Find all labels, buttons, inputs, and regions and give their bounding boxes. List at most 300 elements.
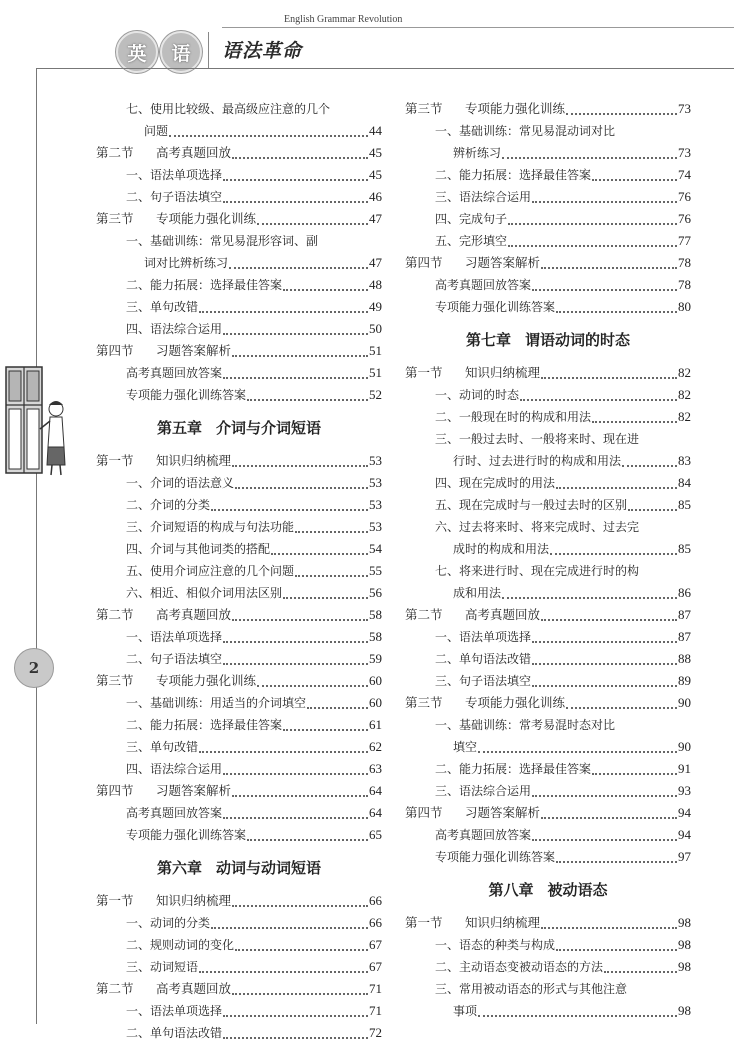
toc-entry-row xyxy=(96,1022,382,1044)
entry-title: 四、完成句子 xyxy=(435,212,508,226)
entry-page-number: 58 xyxy=(369,629,382,644)
entry-title: 六、过去将来时、将来完成时、过去完 xyxy=(435,520,640,534)
entry-page-number: 78 xyxy=(678,255,691,270)
leader-dots xyxy=(592,420,677,423)
entry-page-number: 71 xyxy=(369,1003,382,1018)
chapter-title: 谓语动词的时态 xyxy=(525,331,631,349)
leader-dots xyxy=(541,618,677,621)
toc-entry-row xyxy=(96,362,382,384)
toc-entry-row xyxy=(96,230,382,252)
toc-entry-row xyxy=(96,956,382,978)
leader-dots xyxy=(271,552,368,555)
entry-title: 成和用法 xyxy=(453,586,502,600)
entry-title: 五、现在完成时与一般过去时的区别 xyxy=(435,498,628,512)
entry-page-number: 50 xyxy=(369,321,382,336)
section-label: 第一节 xyxy=(405,915,443,930)
entry-title: 专项能力强化训练 xyxy=(156,211,257,226)
entry-title: 高考真题回放 xyxy=(156,145,232,160)
entry-page-number: 60 xyxy=(369,673,382,688)
entry-title: 四、语法综合运用 xyxy=(126,322,223,336)
entry-page-number: 78 xyxy=(678,277,691,292)
leader-dots xyxy=(235,948,368,951)
leader-dots xyxy=(211,508,368,511)
chapter-title: 介词与介词短语 xyxy=(216,419,322,437)
leader-dots xyxy=(502,156,677,159)
toc-entry-row xyxy=(405,538,691,560)
section-label: 第三节 xyxy=(96,673,134,688)
toc-chapter-heading xyxy=(96,846,382,890)
header-divider xyxy=(208,32,209,68)
entry-page-number: 89 xyxy=(678,673,691,688)
entry-title: 三、单句改错 xyxy=(126,740,199,754)
entry-title: 二、能力拓展：选择最佳答案 xyxy=(435,168,592,182)
entry-page-number: 98 xyxy=(678,1003,691,1018)
section-label: 第三节 xyxy=(96,211,134,226)
header-circle-ying: 英 xyxy=(116,31,158,73)
entry-page-number: 71 xyxy=(369,981,382,996)
entry-page-number: 53 xyxy=(369,497,382,512)
leader-dots xyxy=(223,376,368,379)
leader-dots xyxy=(199,310,368,313)
entry-page-number: 47 xyxy=(369,255,382,270)
leader-dots xyxy=(232,794,368,797)
entry-page-number: 86 xyxy=(678,585,691,600)
entry-page-number: 44 xyxy=(369,123,382,138)
toc-entry-row xyxy=(405,142,691,164)
entry-title: 二、主动语态变被动语态的方法 xyxy=(435,960,604,974)
toc-entry-row xyxy=(405,296,691,318)
toc-entry-row xyxy=(405,714,691,736)
entry-title: 二、能力拓展：选择最佳答案 xyxy=(435,762,592,776)
toc-entry-row xyxy=(96,692,382,714)
entry-page-number: 62 xyxy=(369,739,382,754)
entry-title: 三、句子语法填空 xyxy=(435,674,532,688)
toc-section-row xyxy=(96,208,382,230)
entry-title: 二、一般现在时的构成和用法 xyxy=(435,410,592,424)
entry-title: 二、单句语法改错 xyxy=(435,652,532,666)
toc-entry-row xyxy=(96,736,382,758)
toc-section-row xyxy=(405,604,691,626)
leader-dots xyxy=(257,684,368,687)
entry-title: 填空 xyxy=(453,740,478,754)
section-label: 第一节 xyxy=(96,453,134,468)
toc-section-row xyxy=(96,340,382,362)
entry-page-number: 80 xyxy=(678,299,691,314)
entry-title: 一、语法单项选择 xyxy=(126,1004,223,1018)
entry-title: 四、现在完成时的用法 xyxy=(435,476,556,490)
toc-entry-row xyxy=(405,846,691,868)
toc-entry-row xyxy=(405,670,691,692)
leader-dots xyxy=(478,1014,677,1017)
entry-title: 五、完形填空 xyxy=(435,234,508,248)
entry-page-number: 45 xyxy=(369,145,382,160)
toc-entry-row xyxy=(405,274,691,296)
entry-page-number: 98 xyxy=(678,959,691,974)
entry-title: 二、能力拓展：选择最佳答案 xyxy=(126,718,283,732)
toc-section-row xyxy=(405,362,691,384)
entry-page-number: 93 xyxy=(678,783,691,798)
entry-title: 知识归纳梳理 xyxy=(465,915,541,930)
toc-entry-row xyxy=(96,274,382,296)
toc-section-row xyxy=(405,98,691,120)
leader-dots xyxy=(283,728,368,731)
entry-page-number: 82 xyxy=(678,409,691,424)
leader-dots xyxy=(566,112,677,115)
section-label: 第三节 xyxy=(405,695,443,710)
leader-dots xyxy=(532,794,677,797)
entry-page-number: 85 xyxy=(678,541,691,556)
leader-dots xyxy=(556,860,677,863)
leader-dots xyxy=(550,552,677,555)
entry-title: 问题 xyxy=(144,124,169,138)
entry-title: 高考真题回放 xyxy=(156,607,232,622)
entry-title: 一、基础训练：用适当的介词填空 xyxy=(126,696,307,710)
entry-title: 高考真题回放 xyxy=(156,981,232,996)
entry-page-number: 45 xyxy=(369,167,382,182)
entry-title: 二、规则动词的变化 xyxy=(126,938,235,952)
entry-page-number: 82 xyxy=(678,365,691,380)
leader-dots xyxy=(229,266,368,269)
section-label: 第三节 xyxy=(405,101,443,116)
entry-page-number: 84 xyxy=(678,475,691,490)
toc-section-row xyxy=(96,780,382,802)
entry-title: 习题答案解析 xyxy=(156,783,232,798)
toc-entry-row xyxy=(405,164,691,186)
toc-section-row xyxy=(405,802,691,824)
header-english-title: English Grammar Revolution xyxy=(284,14,403,25)
toc-entry-row xyxy=(96,516,382,538)
entry-title: 高考真题回放答案 xyxy=(126,806,223,820)
entry-title: 三、动词短语 xyxy=(126,960,199,974)
entry-title: 习题答案解析 xyxy=(156,343,232,358)
entry-title: 四、介词与其他词类的搭配 xyxy=(126,542,271,556)
toc-section-row xyxy=(96,142,382,164)
entry-title: 高考真题回放答案 xyxy=(435,828,532,842)
entry-page-number: 76 xyxy=(678,189,691,204)
toc-section-row xyxy=(96,450,382,472)
leader-dots xyxy=(295,530,368,533)
entry-page-number: 66 xyxy=(369,915,382,930)
leader-dots xyxy=(604,970,677,973)
entry-page-number: 55 xyxy=(369,563,382,578)
entry-title: 专项能力强化训练答案 xyxy=(435,300,556,314)
section-label: 第四节 xyxy=(96,783,134,798)
toc-section-row xyxy=(405,252,691,274)
entry-title: 高考真题回放 xyxy=(465,607,541,622)
entry-page-number: 87 xyxy=(678,607,691,622)
entry-page-number: 83 xyxy=(678,453,691,468)
section-label: 第四节 xyxy=(405,805,443,820)
entry-page-number: 51 xyxy=(369,365,382,380)
section-label: 第一节 xyxy=(96,893,134,908)
entry-title: 三、语法综合运用 xyxy=(435,784,532,798)
entry-page-number: 58 xyxy=(369,607,382,622)
toc-entry-row xyxy=(96,164,382,186)
leader-dots xyxy=(508,244,677,247)
entry-title: 知识归纳梳理 xyxy=(465,365,541,380)
entry-title: 一、语法单项选择 xyxy=(435,630,532,644)
toc-entry-row xyxy=(405,582,691,604)
leader-dots xyxy=(592,772,677,775)
entry-title: 辨析练习 xyxy=(453,146,502,160)
toc-entry-row xyxy=(405,758,691,780)
entry-title: 行时、过去进行时的构成和用法 xyxy=(453,454,622,468)
entry-title: 高考真题回放答案 xyxy=(126,366,223,380)
entry-page-number: 65 xyxy=(369,827,382,842)
toc-entry-row xyxy=(96,824,382,846)
entry-title: 专项能力强化训练 xyxy=(465,101,566,116)
toc-entry-row xyxy=(96,648,382,670)
toc-section-row xyxy=(96,978,382,1000)
toc-entry-row xyxy=(405,428,691,450)
entry-title: 三、单句改错 xyxy=(126,300,199,314)
entry-page-number: 77 xyxy=(678,233,691,248)
leader-dots xyxy=(508,222,677,225)
leader-dots xyxy=(223,640,368,643)
leader-dots xyxy=(541,266,677,269)
entry-title: 二、介词的分类 xyxy=(126,498,211,512)
toc-entry-row xyxy=(96,318,382,340)
entry-page-number: 73 xyxy=(678,101,691,116)
entry-title: 一、语态的种类与构成 xyxy=(435,938,556,952)
section-label: 第二节 xyxy=(96,981,134,996)
entry-title: 三、一般过去时、一般将来时、现在进 xyxy=(435,432,640,446)
entry-page-number: 53 xyxy=(369,453,382,468)
leader-dots xyxy=(541,926,677,929)
toc-entry-row xyxy=(405,956,691,978)
entry-title: 事项 xyxy=(453,1004,478,1018)
leader-dots xyxy=(223,178,368,181)
toc-section-row xyxy=(405,692,691,714)
entry-title: 词对比辨析练习 xyxy=(144,256,229,270)
entry-title: 七、将来进行时、现在完成进行时的构 xyxy=(435,564,640,578)
left-margin-rule xyxy=(36,68,37,1024)
entry-title: 一、基础训练：常见易混形容词、副 xyxy=(126,234,319,248)
leader-dots xyxy=(232,904,368,907)
entry-title: 一、基础训练：常考易混时态对比 xyxy=(435,718,616,732)
leader-dots xyxy=(283,596,368,599)
leader-dots xyxy=(232,992,368,995)
toc-entry-row xyxy=(96,560,382,582)
leader-dots xyxy=(532,288,677,291)
toc-chapter-heading xyxy=(405,868,691,912)
toc-entry-row xyxy=(405,1000,691,1022)
entry-title: 二、句子语法填空 xyxy=(126,190,223,204)
leader-dots xyxy=(295,574,368,577)
entry-title: 四、语法综合运用 xyxy=(126,762,223,776)
toc-entry-row xyxy=(96,934,382,956)
entry-page-number: 51 xyxy=(369,343,382,358)
entry-title: 一、动词的分类 xyxy=(126,916,211,930)
toc-entry-row xyxy=(405,824,691,846)
toc-entry-row xyxy=(405,516,691,538)
entry-page-number: 52 xyxy=(369,387,382,402)
leader-dots xyxy=(247,398,368,401)
toc-chapter-heading xyxy=(405,318,691,362)
entry-title: 一、基础训练：常见易混动词对比 xyxy=(435,124,616,138)
entry-page-number: 87 xyxy=(678,629,691,644)
entry-page-number: 61 xyxy=(369,717,382,732)
entry-title: 一、介词的语法意义 xyxy=(126,476,235,490)
toc-entry-row xyxy=(96,538,382,560)
leader-dots xyxy=(232,464,368,467)
leader-dots xyxy=(232,156,368,159)
entry-page-number: 91 xyxy=(678,761,691,776)
leader-dots xyxy=(169,134,368,137)
leader-dots xyxy=(556,310,677,313)
leader-dots xyxy=(257,222,368,225)
toc-entry-row xyxy=(96,912,382,934)
leader-dots xyxy=(223,332,368,335)
chapter-label: 第八章 xyxy=(488,881,534,899)
entry-page-number: 54 xyxy=(369,541,382,556)
leader-dots xyxy=(199,750,368,753)
entry-page-number: 88 xyxy=(678,651,691,666)
leader-dots xyxy=(235,486,368,489)
entry-title: 五、使用介词应注意的几个问题 xyxy=(126,564,295,578)
section-label: 第二节 xyxy=(96,145,134,160)
leader-dots xyxy=(541,376,677,379)
entry-title: 三、介词短语的构成与句法功能 xyxy=(126,520,295,534)
leader-dots xyxy=(232,354,368,357)
leader-dots xyxy=(232,618,368,621)
leader-dots xyxy=(211,926,368,929)
entry-page-number: 60 xyxy=(369,695,382,710)
header-title: 语法革命 xyxy=(222,40,303,62)
entry-page-number: 49 xyxy=(369,299,382,314)
toc-entry-row xyxy=(96,384,382,406)
toc-entry-row xyxy=(405,120,691,142)
entry-title: 二、句子语法填空 xyxy=(126,652,223,666)
toc-entry-row xyxy=(405,450,691,472)
entry-title: 六、相近、相似介词用法区别 xyxy=(126,586,283,600)
leader-dots xyxy=(592,178,677,181)
entry-page-number: 90 xyxy=(678,739,691,754)
entry-page-number: 82 xyxy=(678,387,691,402)
leader-dots xyxy=(628,508,677,511)
leader-dots xyxy=(247,838,368,841)
leader-dots xyxy=(532,662,677,665)
entry-page-number: 67 xyxy=(369,959,382,974)
toc-entry-row xyxy=(96,626,382,648)
toc-entry-row xyxy=(405,978,691,1000)
entry-page-number: 63 xyxy=(369,761,382,776)
door-woman-illustration-icon xyxy=(0,365,72,477)
header-top-rule xyxy=(222,27,734,28)
toc-entry-row xyxy=(96,186,382,208)
toc-entry-row xyxy=(405,494,691,516)
leader-dots xyxy=(556,948,677,951)
leader-dots xyxy=(532,200,677,203)
toc-entry-row xyxy=(405,186,691,208)
entry-page-number: 46 xyxy=(369,189,382,204)
header-rule xyxy=(36,68,734,69)
entry-page-number: 94 xyxy=(678,827,691,842)
section-label: 第四节 xyxy=(96,343,134,358)
entry-page-number: 64 xyxy=(369,805,382,820)
entry-page-number: 72 xyxy=(369,1025,382,1040)
leader-dots xyxy=(223,662,368,665)
entry-title: 成时的构成和用法 xyxy=(453,542,550,556)
toc-entry-row xyxy=(96,758,382,780)
leader-dots xyxy=(556,486,677,489)
header-circle-yu: 语 xyxy=(160,31,202,73)
toc-entry-row xyxy=(96,714,382,736)
toc-entry-row xyxy=(405,472,691,494)
chapter-label: 第六章 xyxy=(156,859,202,877)
leader-dots xyxy=(478,750,677,753)
entry-page-number: 90 xyxy=(678,695,691,710)
entry-title: 专项能力强化训练答案 xyxy=(126,828,247,842)
leader-dots xyxy=(622,464,677,467)
entry-page-number: 73 xyxy=(678,145,691,160)
toc-entry-row xyxy=(405,560,691,582)
chapter-title: 被动语态 xyxy=(547,881,608,899)
leader-dots xyxy=(283,288,368,291)
entry-title: 高考真题回放答案 xyxy=(435,278,532,292)
toc-entry-row xyxy=(405,780,691,802)
toc-entry-row xyxy=(96,252,382,274)
entry-page-number: 59 xyxy=(369,651,382,666)
toc-entry-row xyxy=(96,98,382,120)
entry-title: 一、语法单项选择 xyxy=(126,630,223,644)
entry-title: 一、语法单项选择 xyxy=(126,168,223,182)
toc-left-column xyxy=(96,98,382,1044)
leader-dots xyxy=(223,772,368,775)
toc-entry-row xyxy=(405,648,691,670)
leader-dots xyxy=(199,970,368,973)
section-label: 第二节 xyxy=(96,607,134,622)
leader-dots xyxy=(223,1014,368,1017)
entry-page-number: 66 xyxy=(369,893,382,908)
toc-right-column xyxy=(405,98,691,1022)
entry-title: 二、单句语法改错 xyxy=(126,1026,223,1040)
chapter-title: 动词与动词短语 xyxy=(216,859,322,877)
entry-title: 专项能力强化训练答案 xyxy=(435,850,556,864)
toc-section-row xyxy=(96,604,382,626)
toc-entry-row xyxy=(405,384,691,406)
entry-page-number: 76 xyxy=(678,211,691,226)
section-label: 第四节 xyxy=(405,255,443,270)
entry-page-number: 94 xyxy=(678,805,691,820)
leader-dots xyxy=(520,398,677,401)
entry-title: 三、语法综合运用 xyxy=(435,190,532,204)
entry-title: 专项能力强化训练 xyxy=(465,695,566,710)
toc-entry-row xyxy=(405,626,691,648)
entry-title: 专项能力强化训练答案 xyxy=(126,388,247,402)
toc-entry-row xyxy=(405,208,691,230)
entry-title: 知识归纳梳理 xyxy=(156,453,232,468)
toc-entry-row xyxy=(96,472,382,494)
toc-entry-row xyxy=(96,120,382,142)
toc-entry-row xyxy=(96,582,382,604)
leader-dots xyxy=(532,838,677,841)
leader-dots xyxy=(223,816,368,819)
leader-dots xyxy=(532,684,677,687)
entry-title: 习题答案解析 xyxy=(465,255,541,270)
leader-dots xyxy=(307,706,368,709)
toc-entry-row xyxy=(405,934,691,956)
entry-page-number: 53 xyxy=(369,519,382,534)
entry-page-number: 98 xyxy=(678,937,691,952)
section-label: 第二节 xyxy=(405,607,443,622)
entry-title: 七、使用比较级、最高级应注意的几个 xyxy=(126,102,331,116)
entry-title: 一、动词的时态 xyxy=(435,388,520,402)
toc-entry-row xyxy=(405,736,691,758)
leader-dots xyxy=(223,1036,368,1039)
toc-entry-row xyxy=(405,406,691,428)
entry-title: 知识归纳梳理 xyxy=(156,893,232,908)
